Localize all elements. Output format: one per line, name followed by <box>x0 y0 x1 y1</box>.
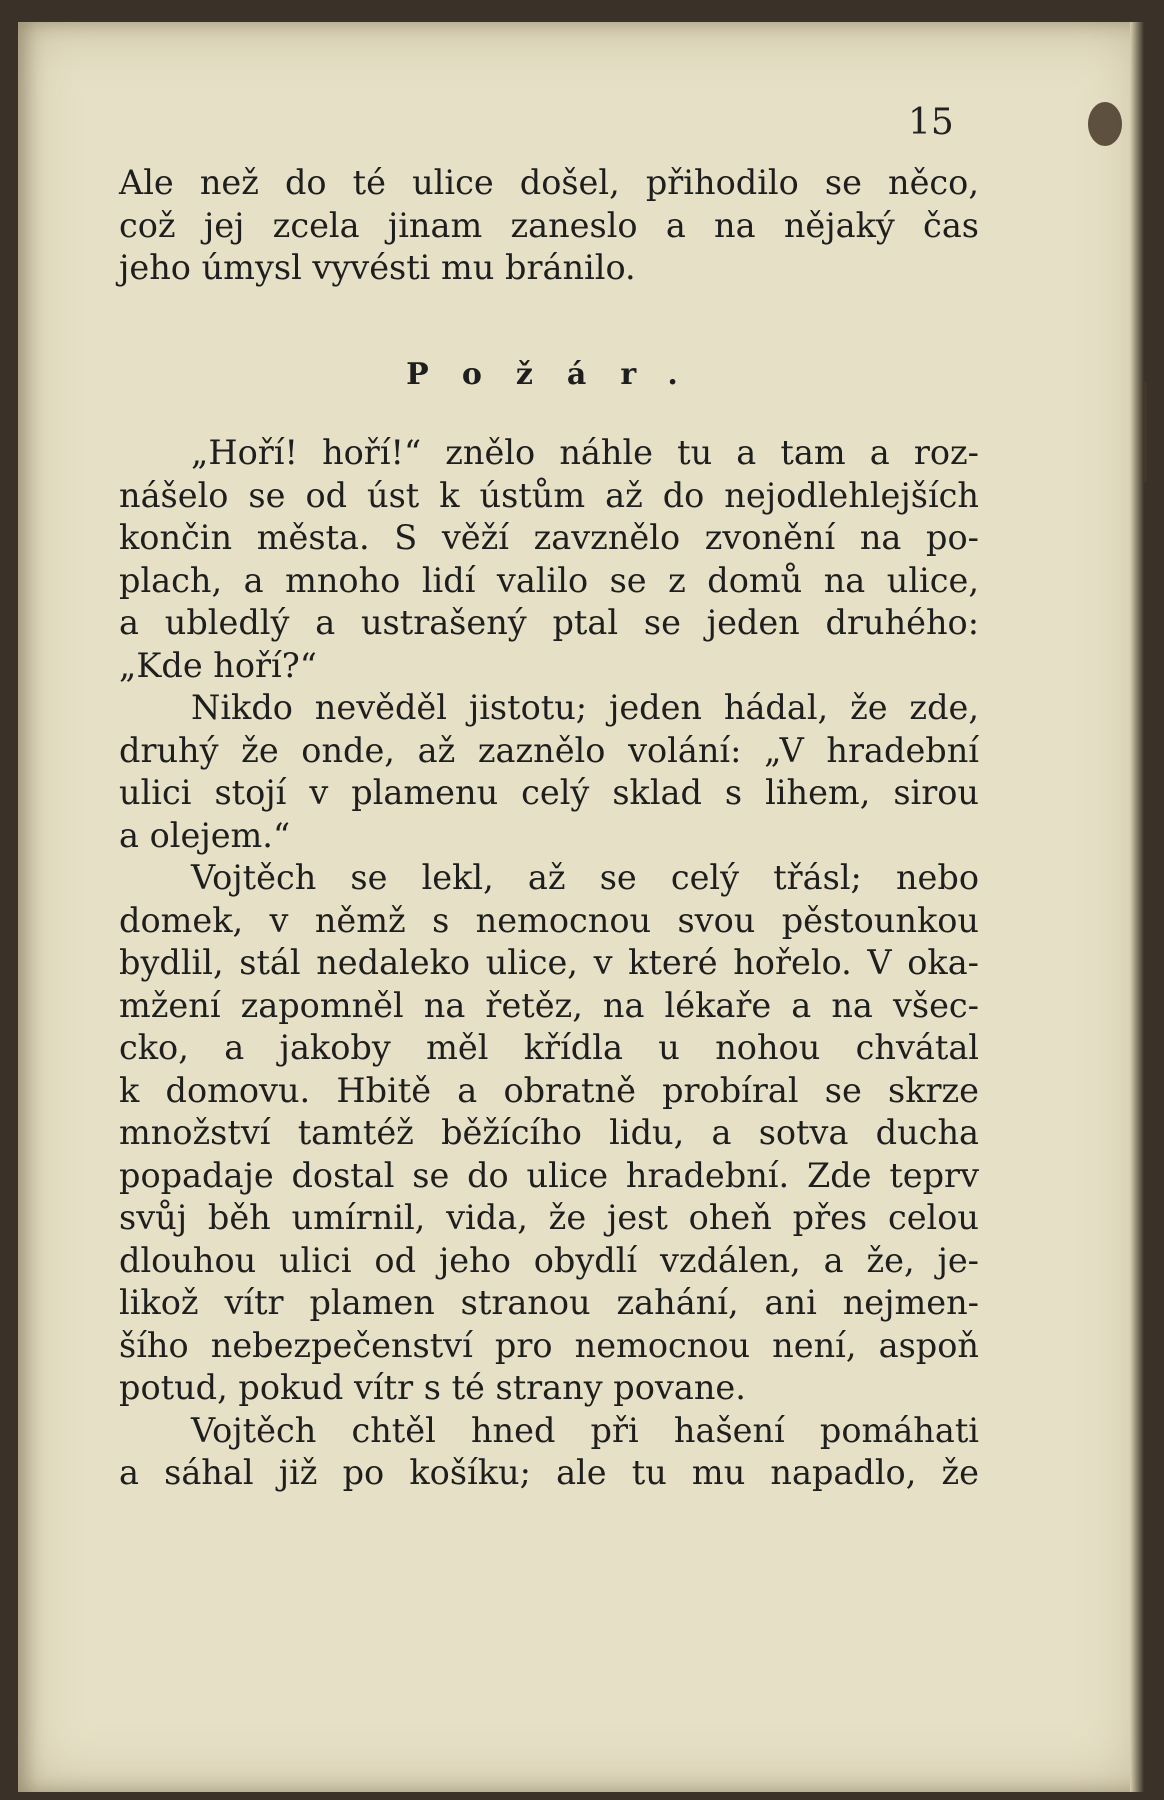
text-line: šího nebezpečenství pro nemocnou není, aspoň <box>119 1325 979 1365</box>
ink-stain <box>1088 102 1122 146</box>
text-line: a olejem.“ <box>119 815 291 855</box>
text-line: „Kde hoří?“ <box>119 645 317 685</box>
text-line: Vojtěch se lekl, až se celý třásl; nebo <box>191 858 979 897</box>
book-page <box>18 22 1144 1792</box>
text-line: plach, a mnoho lidí valilo se z domů na ulice, <box>119 560 979 600</box>
text-line: a sáhal již po košíku; ale tu mu napadlo, že <box>119 1453 979 1492</box>
intro-paragraph <box>119 162 979 290</box>
page-text <box>119 162 979 1495</box>
section-heading: Požár. <box>406 356 712 392</box>
text-line: množství tamtéž běžícího lidu, a sotva ducha <box>119 1113 979 1152</box>
text-line: což jej zcela jinam zaneslo a na nějaký čas <box>119 205 979 245</box>
text-line: Nikdo nevěděl jistotu; jeden hádal, že zde, <box>191 688 979 727</box>
text-line: svůj běh umírnil, vida, že jest oheň přes celou <box>119 1198 979 1237</box>
text-line: domek, v němž s nemocnou svou pěstounkou <box>119 900 979 940</box>
text-line: ulici stojí v plamenu celý sklad s lihem, sirou <box>119 773 979 812</box>
paragraph-4 <box>119 1410 979 1495</box>
text-line: cko, a jakoby měl křídla u nohou chvátal <box>119 1028 979 1067</box>
text-line: a ubledlý a ustrašený ptal se jeden druhého: <box>119 603 979 642</box>
paragraph-1 <box>119 432 979 687</box>
text-line: dlouhou ulici od jeho obydlí vzdálen, a že, je- <box>119 1240 979 1280</box>
text-line: Vojtěch chtěl hned při hašení pomáhati <box>191 1410 979 1450</box>
ink-stain <box>1143 382 1147 482</box>
text-line: druhý že onde, až zaznělo volání: „V hradební <box>119 730 979 770</box>
text-line: jeho úmysl vyvésti mu bránilo. <box>119 248 636 287</box>
text-line: nášelo se od úst k ústům až do nejodlehlejších <box>119 475 979 515</box>
text-line: Ale než do té ulice došel, přihodilo se něco, <box>119 163 979 202</box>
text-line: popadaje dostal se do ulice hradební. Zde teprv <box>119 1155 979 1195</box>
text-line: mžení zapomněl na řetěz, na lékaře a na všec- <box>119 985 979 1025</box>
paragraph-3 <box>119 857 979 1410</box>
text-line: k domovu. Hbitě a obratně probíral se skrze <box>119 1070 979 1110</box>
text-line: potud, pokud vítr s té strany povane. <box>119 1368 746 1407</box>
page-number: 15 <box>908 102 954 143</box>
paragraph-2 <box>119 687 979 857</box>
text-line: končin města. S věží zavznělo zvonění na po- <box>119 518 979 557</box>
text-line: bydlil, stál nedaleko ulice, v které hořelo. V oka- <box>119 943 979 982</box>
page-edge-shadow <box>1130 22 1144 1792</box>
text-line: „Hoří! hoří!“ znělo náhle tu a tam a roz- <box>191 433 979 472</box>
text-line: likož vítr plamen stranou zahání, ani nejmen- <box>119 1283 979 1322</box>
